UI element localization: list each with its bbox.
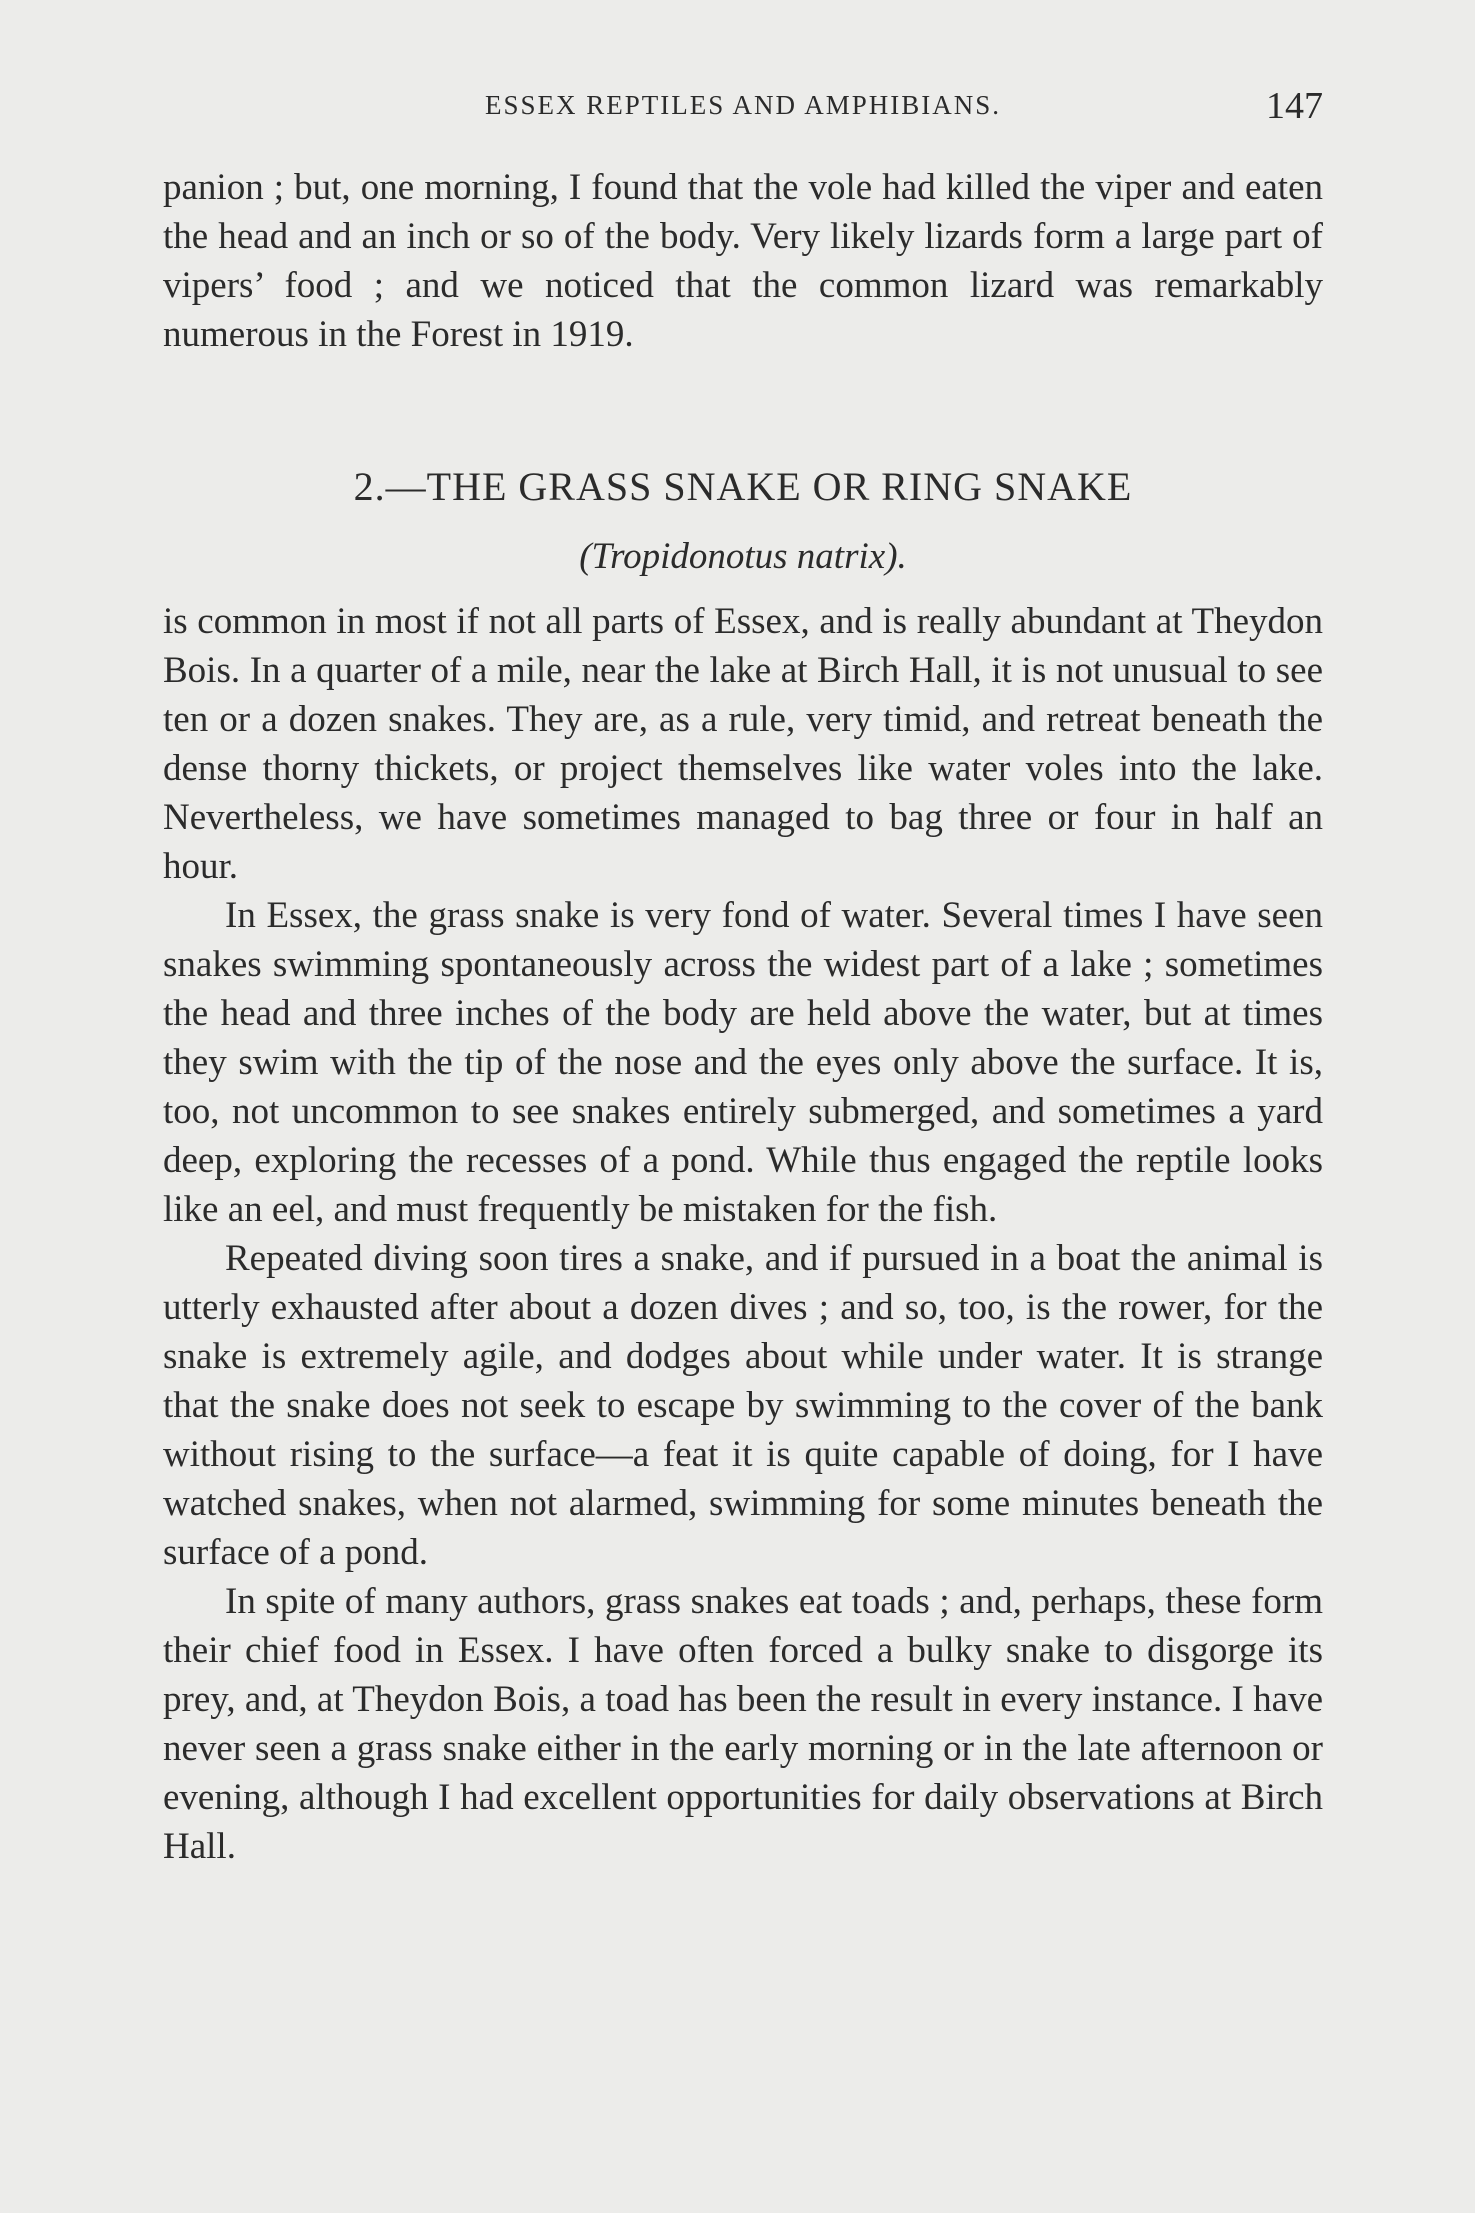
continued-paragraph-block xyxy=(163,163,1323,359)
page-number: 147 xyxy=(1266,85,1323,127)
paragraph-3: Repeated diving soon tires a snake, and if pursued in a boat the animal is utterly exhausted after about a dozen dives ; and so, too, is the rower, for the snake is extremely agile, and dodges about while under water. It is strange that the snake does not seek to escape by swimming to the cover of the bank without rising to the surface—a feat it is quite capable of doing, for I have watched snakes, when not alarmed, swimming for some minutes beneath the surface of a pond. xyxy=(163,1238,1323,1573)
paragraph-1: is common in most if not all parts of Essex, and is really abundant at Theydon Bois. In a quarter of a mile, near the lake at Birch Hall, it is not unusual to see ten or a dozen snakes. They are, as a rule, very timid, and retreat beneath the dense thorny thickets, or project themselves like water voles into the lake. Nevertheless, we have sometimes managed to bag three or four in half an hour. xyxy=(163,601,1323,887)
paragraph-4: In spite of many authors, grass snakes eat toads ; and, perhaps, these form their chief food in Essex. I have often forced a bulky snake to disgorge its prey, and, at Theydon Bois, a toad has been the result in every instance. I have never seen a grass snake either in the early morning or in the late afternoon or evening, although I had excellent opportunities for daily observations at Birch Hall. xyxy=(163,1581,1323,1867)
running-title: ESSEX REPTILES AND AMPHIBIANS. xyxy=(484,90,1002,120)
paragraph-2: In Essex, the grass snake is very fond of water. Several times I have seen snakes swimming spontaneously across the widest part of a lake ; sometimes the head and three inches of the body are held above the water, but at times they swim with the tip of the nose and the eyes only above the surface. It is, too, not uncommon to see snakes entirely submerged, and sometimes a yard deep, exploring the recesses of a pond. While thus engaged the reptile looks like an eel, and must frequently be mistaken for the fish. xyxy=(163,895,1323,1230)
section-body xyxy=(163,597,1323,1871)
continued-paragraph: panion ; but, one morning, I found that the vole had killed the viper and eaten the head and an inch or so of the body. Very likely lizards form a large part of vipers’ food ; and we noticed that the common lizard was remarkably numerous in the Forest in 1919. xyxy=(163,167,1323,355)
section-subtitle: (Tropidonotus natrix). xyxy=(579,536,907,577)
section-heading: 2.—THE GRASS SNAKE OR RING SNAKE xyxy=(353,464,1133,509)
running-head xyxy=(163,85,1323,128)
